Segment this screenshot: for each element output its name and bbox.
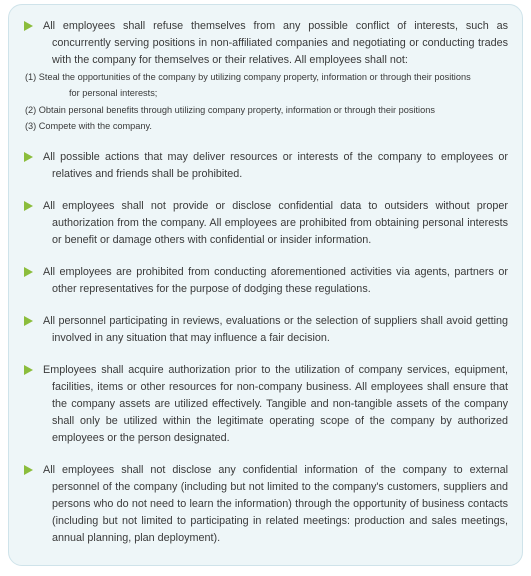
bullet-item xyxy=(23,18,508,135)
green-triangle-arrow-icon xyxy=(24,152,33,162)
sub-item-text: (2) Obtain personal benefits through utilizing company property, information or through their positions xyxy=(25,104,435,115)
bullet-item xyxy=(23,313,508,347)
green-triangle-arrow-icon xyxy=(24,316,33,326)
bullet-text: All employees shall not disclose any confidential information of the company to external personnel of the company (including but not limited to the company's customers, suppliers and persons who do not need to learn the information) through the opportunity of business contacts (including but not limited to participating in related meetings: production and sales meetings, annual planning, plan deployment). xyxy=(43,463,508,544)
sub-item-text: (3) Compete with the company. xyxy=(25,121,152,132)
bullet-text: All personnel participating in reviews, evaluations or the selection of suppliers shall avoid getting involved in any situation that may influence a fair decision. xyxy=(43,314,508,344)
green-triangle-arrow-icon xyxy=(24,465,33,475)
sub-item xyxy=(25,69,508,102)
bullet-item xyxy=(23,264,508,298)
green-triangle-arrow-icon xyxy=(24,201,33,211)
sub-item xyxy=(25,118,508,134)
bullet-item xyxy=(23,362,508,447)
bullet-text: All employees are prohibited from conducting aforementioned activities via agents, partners or other representatives for the purpose of dodging these regulations. xyxy=(43,265,508,295)
bullet-item xyxy=(23,462,508,547)
bullet-text: All employees shall refuse themselves from any possible conflict of interests, such as concurrently serving positions in non-affiliated companies and negotiating or conducting trades with the company for themselves or their relatives. All employees shall not: xyxy=(43,20,508,66)
green-triangle-arrow-icon xyxy=(24,21,33,31)
policy-panel xyxy=(8,4,523,566)
bullet-text: All possible actions that may deliver resources or interests of the company to employees or relatives and friends shall be prohibited. xyxy=(43,150,508,180)
sub-item xyxy=(25,102,508,118)
bullet-item xyxy=(23,198,508,249)
green-triangle-arrow-icon xyxy=(24,365,33,375)
sub-list xyxy=(25,69,508,135)
bullet-text: All employees shall not provide or disclose confidential data to outsiders without proper authorization from the company. All employees are prohibited from obtaining personal interests or benefit or damage others with confidential or insider information. xyxy=(43,199,508,246)
green-triangle-arrow-icon xyxy=(24,267,33,277)
sub-item-continuation: for personal interests; xyxy=(69,88,158,99)
bullet-text: Employees shall acquire authorization prior to the utilization of company services, equipment, facilities, items or other resources for non-company business. All employees shall ensure that the company assets are utilized effectively. Tangible and non-tangible assets of the company shall only be utilized within the legitimate operating scope of the company by authorized employees or the person designated. xyxy=(43,363,508,444)
bullet-item xyxy=(23,149,508,183)
sub-item-text: (1) Steal the opportunities of the company by utilizing company property, information or through their positions xyxy=(25,72,471,82)
